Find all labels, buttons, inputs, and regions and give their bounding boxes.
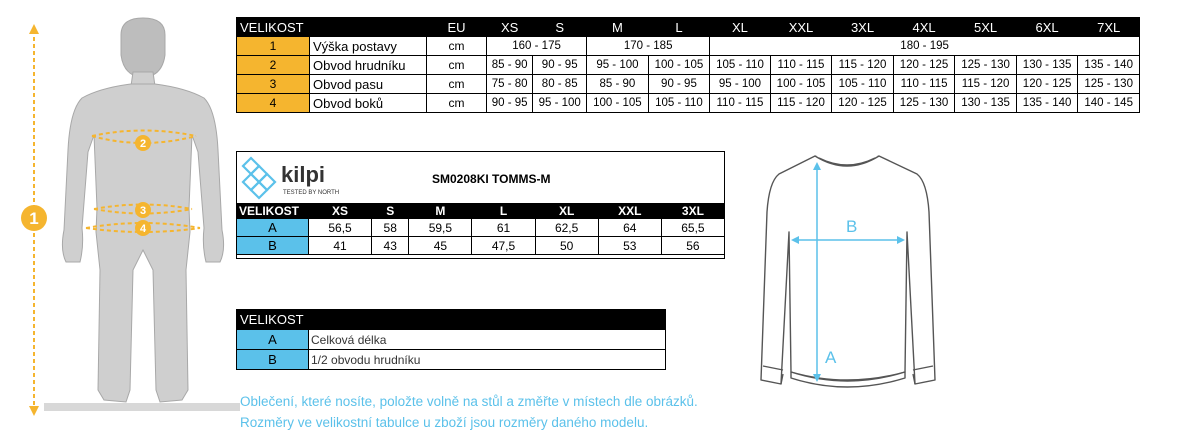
product-size-header [237,204,725,219]
row-description: Celková délka [309,330,666,350]
row-name: Výška postavy [310,37,427,56]
header-velikost: VELIKOST [237,204,309,219]
table-cell: 120 - 125 [1016,75,1078,94]
marker-2: 2 [139,138,147,150]
instruction-note: Oblečení, které nosíte, položte volně na stůl a změřte v místech dle obrázků. [240,394,698,409]
header-m: M [409,204,472,219]
table-cell: 120 - 125 [832,94,894,113]
table-cell: 61 [472,219,535,237]
body-measurement-figure [0,0,240,436]
table-row [237,350,666,370]
row-number: 1 [237,37,310,56]
header-xl: XL [535,204,598,219]
row-name: Obvod hrudníku [310,56,427,75]
row-unit: cm [427,37,487,56]
table-cell: 125 - 130 [893,94,955,113]
table-cell: 50 [535,237,598,255]
table-cell: 90 - 95 [533,56,587,75]
header-xxl: XXL [770,18,832,37]
table-cell: 110 - 115 [710,94,771,113]
shirt-measurement-diagram [755,152,940,402]
header-xs: XS [487,18,533,37]
table-cell: 115 - 120 [955,75,1017,94]
table-cell: 130 - 135 [1016,56,1078,75]
row-description: 1/2 obvodu hrudníku [309,350,666,370]
table-cell: 75 - 80 [487,75,533,94]
table-row [237,94,1140,113]
table-cell: 135 - 140 [1016,94,1078,113]
row-name: Obvod pasu [310,75,427,94]
table-cell: 85 - 90 [587,75,649,94]
table-row [237,56,1140,75]
header-7xl: 7XL [1078,18,1140,37]
row-label: A [237,219,309,237]
table-row [237,219,725,237]
instruction-note: Rozměry ve velikostní tabulce u zboží jsou rozměry daného modelu. [240,415,649,430]
table-cell: 85 - 90 [487,56,533,75]
kilpi-logo [239,154,357,202]
marker-1: 1 [29,209,39,228]
header-xl: XL [710,18,771,37]
table-cell: 170 - 185 [587,37,710,56]
header-4xl: 4XL [893,18,955,37]
row-label: B [237,350,309,370]
table-cell: 135 - 140 [1078,56,1140,75]
table-cell: 45 [409,237,472,255]
header-l: L [472,204,535,219]
size-chart-table [236,17,1140,113]
table-cell: 100 - 105 [648,56,710,75]
brand-name: kilpi [281,162,326,187]
row-unit: cm [427,56,487,75]
table-cell: 125 - 130 [955,56,1017,75]
product-size-table [236,203,725,255]
table-cell: 140 - 145 [1078,94,1140,113]
header-5xl: 5XL [955,18,1017,37]
table-cell: 115 - 120 [832,56,894,75]
row-name: Obvod boků [310,94,427,113]
table-cell: 65,5 [661,219,724,237]
table-cell: 110 - 115 [893,75,955,94]
table-cell: 95 - 100 [710,75,771,94]
table-cell: 90 - 95 [487,94,533,113]
table-row [237,37,1140,56]
header-velikost: VELIKOST [237,18,427,37]
table-cell: 53 [598,237,661,255]
table-cell: 43 [372,237,409,255]
table-cell: 105 - 110 [710,56,771,75]
table-cell: 100 - 105 [587,94,649,113]
marker-4: 4 [139,223,147,235]
product-title: SM0208KI TOMMS-M [432,172,551,186]
table-cell: 58 [372,219,409,237]
table-cell: 105 - 110 [648,94,710,113]
row-unit: cm [427,94,487,113]
table-cell: 47,5 [472,237,535,255]
table-cell: 41 [309,237,372,255]
header-3xl: 3XL [832,18,894,37]
table-cell: 160 - 175 [487,37,587,56]
table-cell: 56 [661,237,724,255]
header-m: M [587,18,649,37]
table-cell: 56,5 [309,219,372,237]
header-s: S [533,18,587,37]
header-xxl: XXL [598,204,661,219]
row-unit: cm [427,75,487,94]
header-eu: EU [427,18,487,37]
row-label: A [237,330,309,350]
row-number: 3 [237,75,310,94]
table-cell: 120 - 125 [893,56,955,75]
table-row [237,75,1140,94]
table-cell: 95 - 100 [587,56,649,75]
table-cell: 180 - 195 [710,37,1140,56]
table-cell: 80 - 85 [533,75,587,94]
brand-tagline: TESTED BY NORTH [283,190,340,196]
header-xs: XS [309,204,372,219]
table-cell: 90 - 95 [648,75,710,94]
shirt-label-a: A [825,348,837,367]
size-chart-header [237,18,1140,37]
table-cell: 95 - 100 [533,94,587,113]
row-number: 4 [237,94,310,113]
table-row [237,237,725,255]
header-velikost: VELIKOST [237,310,309,330]
table-cell: 110 - 115 [770,56,832,75]
row-number: 2 [237,56,310,75]
table-cell: 62,5 [535,219,598,237]
row-label: B [237,237,309,255]
shirt-label-b: B [846,217,858,236]
table-cell: 59,5 [409,219,472,237]
header-s: S [372,204,409,219]
header-l: L [648,18,710,37]
table-cell: 105 - 110 [832,75,894,94]
table-cell: 125 - 130 [1078,75,1140,94]
table-cell: 100 - 105 [770,75,832,94]
header-6xl: 6XL [1016,18,1078,37]
legend-header [237,310,666,330]
table-row [237,330,666,350]
marker-3: 3 [139,205,147,217]
header-blank [309,310,666,330]
legend-table [236,309,666,370]
table-cell: 64 [598,219,661,237]
table-cell: 115 - 120 [770,94,832,113]
header-3xl: 3XL [661,204,724,219]
table-cell: 130 - 135 [955,94,1017,113]
